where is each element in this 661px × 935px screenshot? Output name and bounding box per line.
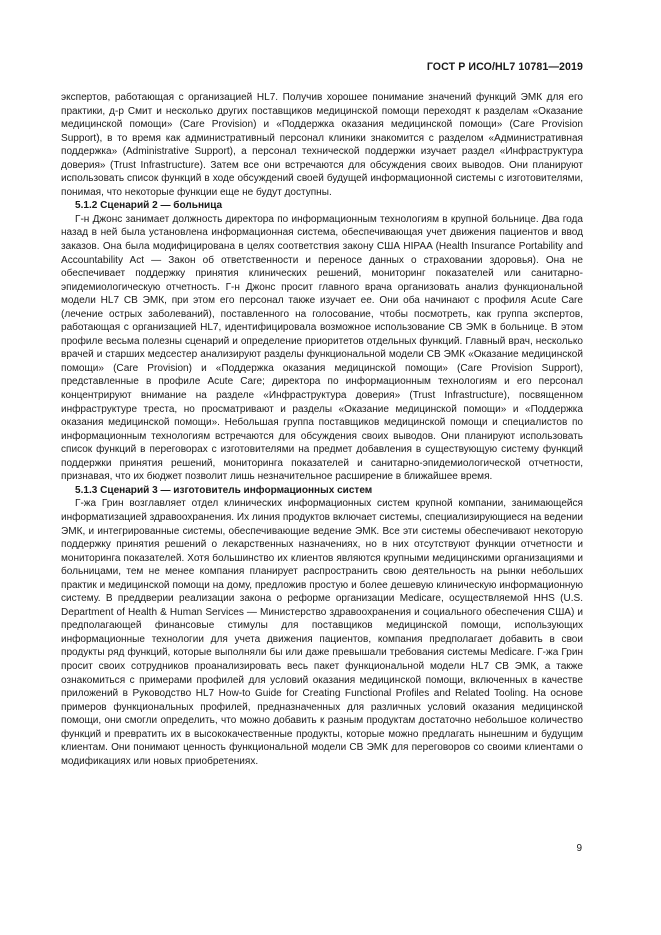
document-body — [61, 91, 583, 768]
section-heading-5-1-2: 5.1.2 Сценарий 2 — больница — [75, 200, 223, 212]
paragraph-scenario-3: Г-жа Грин возглавляет отдел клинических информационных систем крупной компании, занимающейся информатизацией здравоохранения. Их линия продуктов включает системы, специализирующиеся на ведении ЭМК, и интегрированные системы, обеспечивающие ведение ЭМК. Все эти системы обеспечивают некоторую поддержку принятия решений о лекарственных назначениях, но в них отсутствуют функции отчетности и мониторинга показателей. Хотя большинство их клиентов являются крупными медицинскими организациями и больницами, тем не менее компания планирует распространить свою деятельность на рынки небольших практик и медицинской помощи на дому, предложив простую и более дешевую клиническую информационную систему. В преддверии реализации закона о реформе организации Medicare, осуществляемой HHS (U.S. Department of Health & Human Services — Министерство здравоохранения и социального обеспечения США) и предполагающей финансовые стимулы для поставщиков медицинской помощи, использующих информационные технологии для учета движения пациентов, компания предполагает добавить в свои продукты ряд функций, которые выполняли бы или даже превышали требования системы Medicare. Г-жа Грин просит своих сотрудников проанализировать весь пакет функциональной модели HL7 СВ ЭМК, а также ознакомиться с примерами профилей для условий оказания медицинской помощи, включенных в качестве приложений в Руководство HL7 How-to Guide for Creating Functional Profiles and Related Tooling. На основе примеров функциональных профилей, предназначенных для различных условий оказания медицинской помощи, они смогли определить, что можно добавить к разным продуктам достаточно небольшое количество функций и превратить их в высококачественные продукты, которые можно предлагать нынешним и будущим клиентам. Они понимают ценность функциональной модели СВ ЭМК для переговоров со своими клиентами о модификациях или новых приобретениях. — [61, 498, 583, 767]
paragraph-scenario-2: Г-н Джонс занимает должность директора по информационным технологиям в крупной больнице. Два года назад в ней была установлена информационная система, обеспечивающая учет движения пациентов и ввод заказов. Она была модифицирована в целях соответствия закону США HIPAA (Health Insurance Portability and Accountability Act — Закон об ответственности и переносе данных о страховании здоровья). Она не обеспечивает поддержку принятия клинических решений, мониторинг показателей или санитарно-эпидемиологическую отчетность. Г-н Джонс просит главного врача организовать анализ функциональной модели HL7 СВ ЭМК, при этом его персонал также изучает ее. Они оба начинают с профиля Acute Care (лечение острых заболеваний), поставленного на голосование, чтобы посмотреть, как группа экспертов, работающая с организацией HL7, идентифицировала возможное использование СВ ЭМК в больнице. В этом профиле весьма полезны сценарий и определение приоритетов отдельных функций. Главный врач, несколько врачей и старших медсестер анализируют разделы функциональной модели СВ ЭМК «Оказание медицинской помощи» (Care Provision) и «Поддержка оказания медицинской помощи» (Care Provision Support), представленные в профиле Acute Care; директора по информационным технологиям и его персонал концентрируют внимание на разделе «Инфраструктура доверия» (Trust Infrastructure), посвященном инфраструктуре треста, но просматривают и разделы «Оказание медицинской помощи» и «Поддержка оказания медицинской помощи». Небольшая группа поставщиков медицинской помощи и специалистов по информационным технологиям встречаются для обсуждения своих выводов. Они планируют использовать список функций в переговорах с изготовителями на предмет добавления в существующую систему функций поддержки принятия решений, мониторинга показателей и санитарно-эпидемиологической отчетности, признавая, что их бюджет позволит лишь незначительное расширение в ближайшее время. — [61, 213, 583, 483]
standard-header: ГОСТ Р ИСО/HL7 10781—2019 — [426, 61, 583, 73]
section-heading-5-1-3: 5.1.3 Сценарий 3 — изготовитель информационных систем — [75, 484, 373, 496]
paragraph-scenario-1-continued: экспертов, работающая с организацией HL7. Получив хорошее понимание значений функций ЭМК для его практики, д-р Смит и несколько других поставщиков медицинской помощи переходят к разделам «Оказание медицинской помощи» (Care Provision) и «Поддержка оказания медицинской помощи» (Care Provision Support), в то время как административный персонал клиники знакомится с разделом «Административная поддержка» (Administrative Support), а персонал технической поддержки изучает раздел «Инфраструктура доверия» (Trust Infrastructure). Затем все они встречаются для обсуждения своих выводов. Они планируют использовать список функций в ходе обсуждений своей будущей информационной системы с изготовителями, понимая, что некоторые функции еще не будут доступны. — [61, 92, 583, 198]
page-number: 9 — [576, 843, 582, 854]
